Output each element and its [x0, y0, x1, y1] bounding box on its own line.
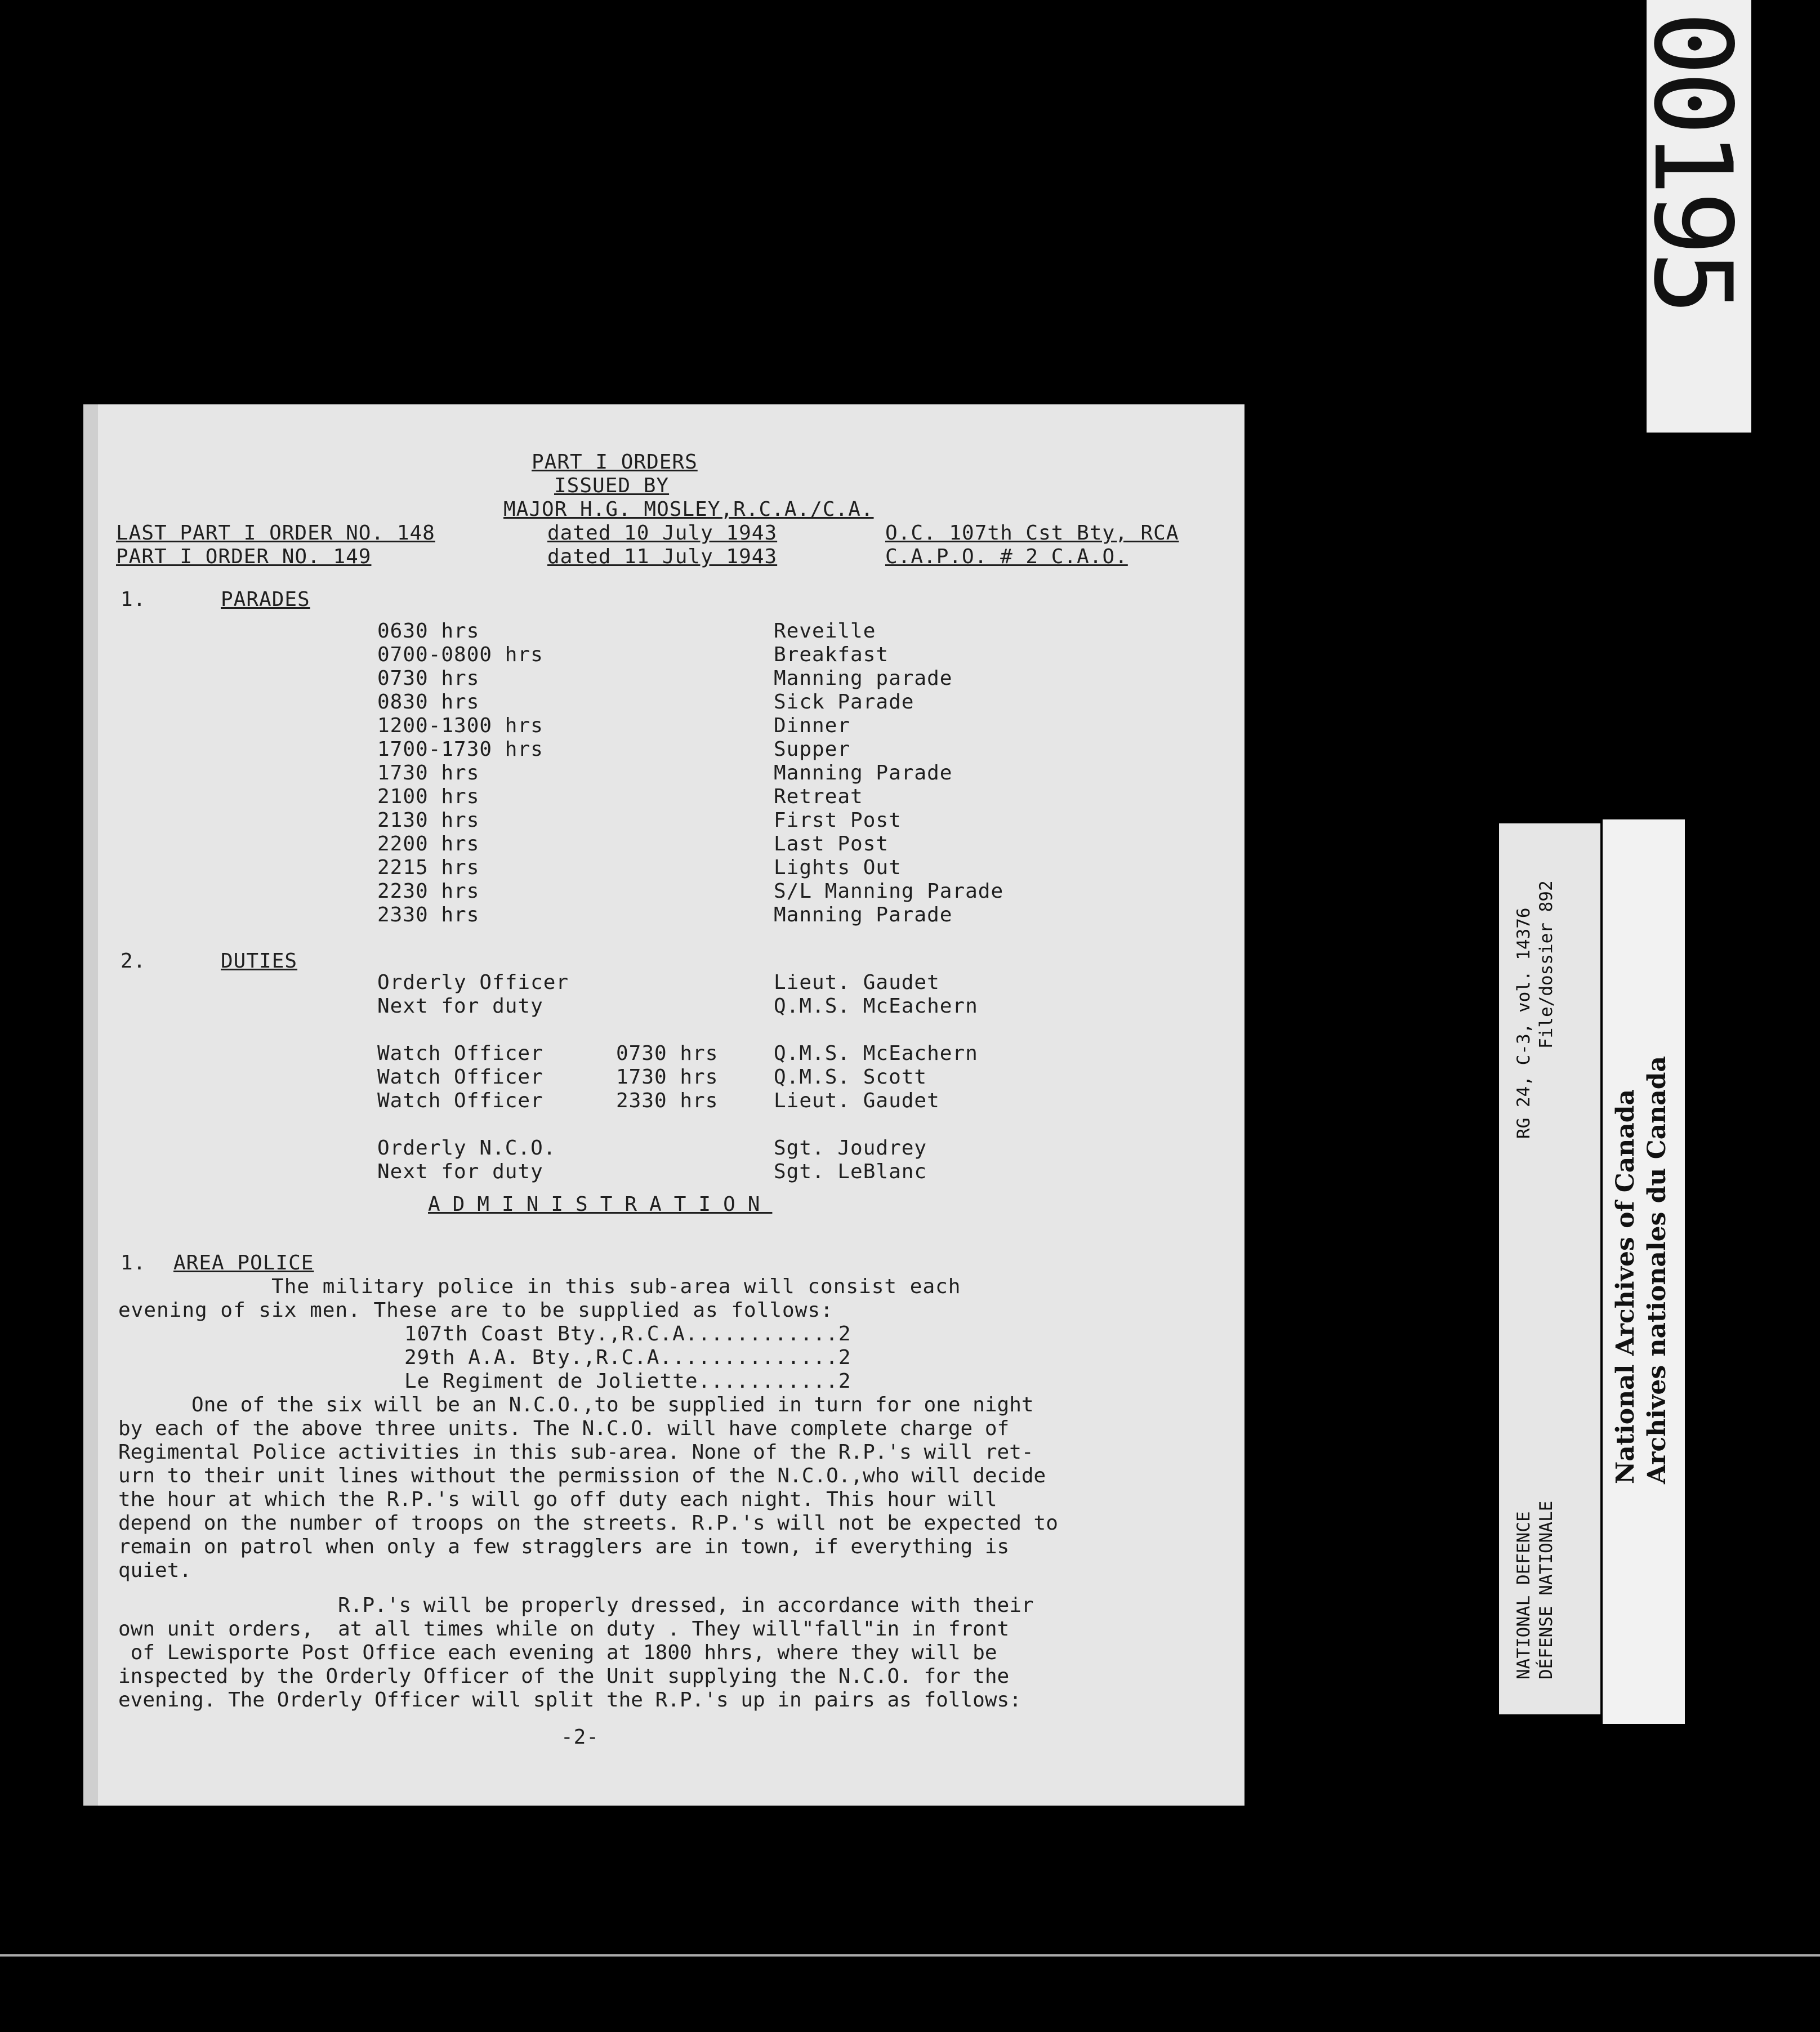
order-number: PART I ORDER NO. 149 — [116, 545, 372, 568]
page-number: -2- — [561, 1726, 600, 1749]
parade-time: 1200-1300 hrs — [377, 714, 543, 737]
watch-time: 0730 hrs — [616, 1042, 719, 1065]
watch-time: 1730 hrs — [616, 1066, 719, 1089]
duty-name: Lieut. Gaudet — [774, 971, 940, 994]
parade-event: Last Post — [774, 832, 889, 855]
nco-name: Sgt. Joudrey — [774, 1137, 927, 1160]
unit-allocation: Le Regiment de Joliette...........2 — [404, 1370, 851, 1393]
parade-event: Reveille — [774, 620, 876, 643]
capo-line: C.A.P.O. # 2 C.A.O. — [885, 545, 1128, 568]
parade-time: 2230 hrs — [377, 880, 480, 903]
watch-label: Watch Officer — [377, 1089, 543, 1112]
last-order-date: dated 10 July 1943 — [547, 522, 778, 545]
unit-allocation: 29th A.A. Bty.,R.C.A..............2 — [404, 1346, 851, 1369]
duties-heading: DUTIES — [221, 950, 298, 973]
oc-line: O.C. 107th Cst Bty, RCA — [885, 522, 1179, 545]
parade-event: Retreat — [774, 785, 863, 808]
duty-name: Q.M.S. McEachern — [774, 995, 978, 1018]
frame-number: 00195 — [1630, 11, 1755, 311]
archive-name-label — [1603, 819, 1685, 1724]
archive-reference-label — [1499, 823, 1600, 1714]
parade-event: Supper — [774, 738, 851, 761]
header-issuer: MAJOR H.G. MOSLEY,R.C.A./C.A. — [503, 498, 874, 521]
parade-event: Manning Parade — [774, 903, 953, 926]
parade-event: Sick Parade — [774, 690, 915, 714]
archive-ref-2: File/dossier 892 — [1536, 880, 1556, 1049]
nco-name: Sgt. LeBlanc — [774, 1160, 927, 1183]
watch-name: Q.M.S. McEachern — [774, 1042, 978, 1065]
watch-label: Watch Officer — [377, 1042, 543, 1065]
parade-time: 2200 hrs — [377, 832, 480, 855]
parade-time: 1700-1730 hrs — [377, 738, 543, 761]
duty-label: Next for duty — [377, 995, 543, 1018]
parade-event: Dinner — [774, 714, 851, 737]
parade-event: First Post — [774, 809, 902, 832]
page-edge — [83, 404, 98, 1806]
parade-time: 2330 hrs — [377, 903, 480, 926]
duties-number: 2. — [121, 950, 146, 973]
parade-time: 0730 hrs — [377, 667, 480, 690]
parade-event: Manning Parade — [774, 761, 953, 785]
header-title: PART I ORDERS — [532, 451, 698, 474]
duty-label: Orderly Officer — [377, 971, 569, 994]
order-date: dated 11 July 1943 — [547, 545, 778, 568]
parade-event: Manning parade — [774, 667, 953, 690]
department-fr: DÉFENSE NATIONALE — [1536, 1500, 1556, 1679]
watch-time: 2330 hrs — [616, 1089, 719, 1112]
watch-name: Lieut. Gaudet — [774, 1089, 940, 1112]
area-police-heading: AREA POLICE — [173, 1251, 314, 1275]
document-page — [83, 404, 1244, 1806]
archive-ref-1: RG 24, C-3, vol. 14376 — [1514, 907, 1534, 1139]
parade-event: Breakfast — [774, 643, 889, 666]
paragraph-line: evening of six men. These are to be supplied as follows: — [118, 1299, 833, 1322]
parade-time: 0630 hrs — [377, 620, 480, 643]
parade-time: 2215 hrs — [377, 856, 480, 879]
watch-label: Watch Officer — [377, 1066, 543, 1089]
film-edge-line — [0, 1954, 1820, 1957]
parades-number: 1. — [121, 588, 146, 611]
unit-allocation: 107th Coast Bty.,R.C.A............2 — [404, 1322, 851, 1345]
parade-time: 2130 hrs — [377, 809, 480, 832]
header-issued-by: ISSUED BY — [554, 474, 670, 497]
department-en: NATIONAL DEFENCE — [1514, 1511, 1534, 1679]
parade-time: 2100 hrs — [377, 785, 480, 808]
last-order-number: LAST PART I ORDER NO. 148 — [116, 522, 435, 545]
parade-time: 0830 hrs — [377, 690, 480, 714]
parades-heading: PARADES — [221, 588, 310, 611]
archive-name-en: National Archives of Canada — [1611, 1089, 1640, 1484]
parade-event: Lights Out — [774, 856, 902, 879]
area-police-paragraph: One of the six will be an N.C.O.,to be supplied in turn for one night by each of the above three units. The N.C.O. will have complete charge of Regimental Police activities in this sub-area. None of the R.P.'s will ret- urn to their unit lines without the permission of the N.C.O.,who will decide the hour at which the R.P.'s will go off duty each night. This hour will depend on the number of troops on the streets. R.P.'s will not be expected to remain on patrol when only a few stragglers are in town, if everything is quiet. — [118, 1393, 1058, 1582]
nco-label: Orderly N.C.O. — [377, 1137, 556, 1160]
frame-number-strip — [1630, 0, 1755, 433]
nco-label: Next for duty — [377, 1160, 543, 1183]
watch-name: Q.M.S. Scott — [774, 1066, 927, 1089]
administration-heading: ADMINISTRATION — [428, 1193, 773, 1216]
archive-name-fr: Archives nationales du Canada — [1643, 1055, 1671, 1484]
rp-dress-paragraph: R.P.'s will be properly dressed, in accordance with their own unit orders, at all times while on duty . They will"fall"in in front of Lewisporte Post Office each evening at 1800 hhrs, where they will be inspected by the Orderly Officer of the Unit supplying the N.C.O. for the evening. The Orderly Officer will split the R.P.'s up in pairs as follows: — [118, 1594, 1034, 1712]
paragraph-line: The military police in this sub-area will consist each — [118, 1275, 961, 1298]
parade-time: 1730 hrs — [377, 761, 480, 785]
parade-time: 0700-0800 hrs — [377, 643, 543, 666]
admin-section-number: 1. — [121, 1251, 146, 1275]
parade-event: S/L Manning Parade — [774, 880, 1004, 903]
